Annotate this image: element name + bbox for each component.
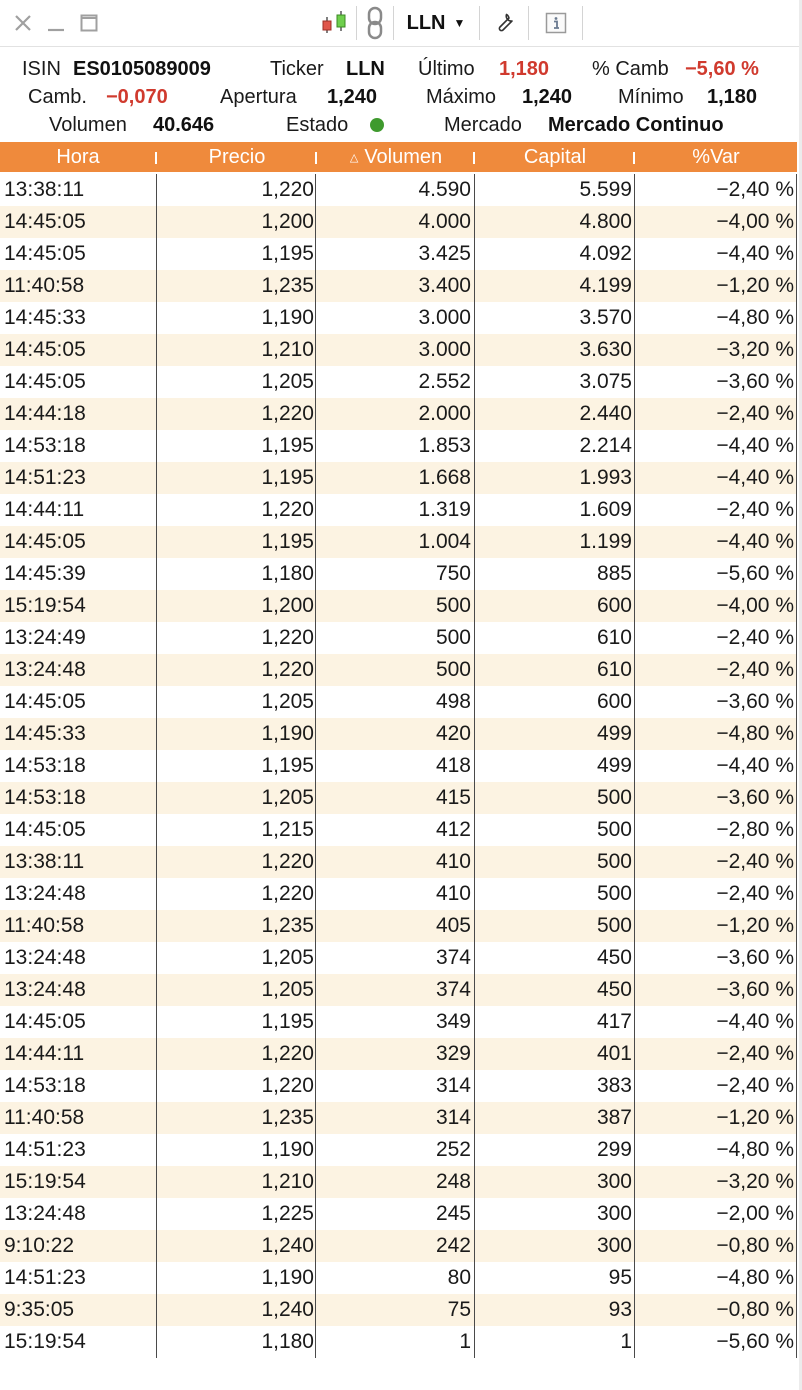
cell-hora: 14:45:05: [4, 370, 86, 393]
cell-hora: 14:45:39: [4, 562, 86, 585]
cell-capital: 299: [596, 1138, 632, 1161]
cell-capital: 499: [596, 754, 632, 777]
toolbar: [0, 0, 802, 47]
cell-capital: 500: [596, 914, 632, 937]
minimo-label: Mínimo: [618, 86, 684, 108]
cell-precio: 1,210: [261, 338, 314, 361]
table-row[interactable]: [0, 1230, 797, 1262]
table-header: [0, 142, 797, 172]
cell-volumen: 3.000: [418, 306, 471, 329]
cell-precio: 1,225: [261, 1202, 314, 1225]
mercado-label: Mercado: [444, 114, 522, 136]
cell-var: −4,80 %: [716, 1138, 794, 1161]
cell-hora: 14:45:05: [4, 210, 86, 233]
camb-value: −0,070: [106, 86, 168, 108]
table-row[interactable]: [0, 1102, 797, 1134]
cell-var: −5,60 %: [716, 1330, 794, 1353]
cell-precio: 1,220: [261, 658, 314, 681]
cell-var: −2,40 %: [716, 498, 794, 521]
table-row[interactable]: [0, 1198, 797, 1230]
table-row[interactable]: [0, 558, 797, 590]
column-divider: [634, 174, 635, 1358]
volumen-value: 40.646: [153, 114, 215, 136]
cell-volumen: 418: [435, 754, 471, 777]
cell-hora: 13:24:49: [4, 626, 86, 649]
cell-volumen: 314: [435, 1106, 471, 1129]
cell-capital: 600: [596, 690, 632, 713]
cell-var: −2,40 %: [716, 850, 794, 873]
cell-precio: 1,210: [261, 1170, 314, 1193]
cell-hora: 14:44:18: [4, 402, 86, 425]
table-row[interactable]: [0, 366, 797, 398]
cell-hora: 14:51:23: [4, 1138, 86, 1161]
info-row-2: [0, 83, 802, 111]
cell-capital: 499: [596, 722, 632, 745]
table-row[interactable]: [0, 1134, 797, 1166]
table-row[interactable]: [0, 1326, 797, 1358]
cell-var: −3,60 %: [716, 370, 794, 393]
cell-volumen: 3.425: [418, 242, 471, 265]
cell-var: −3,60 %: [716, 786, 794, 809]
cell-volumen: 498: [435, 690, 471, 713]
cell-var: −4,80 %: [716, 306, 794, 329]
table-body: [0, 174, 797, 1358]
cell-capital: 885: [596, 562, 632, 585]
table-row[interactable]: [0, 1070, 797, 1102]
isin-value: ES0105089009: [73, 58, 211, 80]
apertura-label: Apertura: [220, 86, 297, 108]
cell-precio: 1,195: [261, 242, 314, 265]
cell-capital: 93: [608, 1298, 632, 1321]
table-row[interactable]: [0, 206, 797, 238]
cell-hora: 14:45:05: [4, 818, 86, 841]
toolbar-separator: [393, 6, 394, 40]
cell-var: −4,00 %: [716, 594, 794, 617]
cell-var: −4,00 %: [716, 210, 794, 233]
cell-hora: 14:51:23: [4, 466, 86, 489]
cell-precio: 1,235: [261, 914, 314, 937]
cell-hora: 14:45:05: [4, 530, 86, 553]
cell-capital: 450: [596, 946, 632, 969]
cell-volumen: 750: [435, 562, 471, 585]
cell-precio: 1,205: [261, 786, 314, 809]
cell-volumen: 2.552: [418, 370, 471, 393]
table-row[interactable]: [0, 1166, 797, 1198]
pct-camb-label: % Camb: [592, 58, 669, 80]
column-header-volumen[interactable]: △ Volumen: [349, 146, 443, 168]
cell-capital: 401: [596, 1042, 632, 1065]
cell-hora: 11:40:58: [4, 914, 85, 937]
camb-label: Camb.: [28, 86, 87, 108]
cell-precio: 1,205: [261, 690, 314, 713]
table-row[interactable]: [0, 718, 797, 750]
cell-var: −1,20 %: [716, 1106, 794, 1129]
cell-precio: 1,220: [261, 1074, 314, 1097]
table-row[interactable]: [0, 1006, 797, 1038]
minimo-value: 1,180: [707, 86, 758, 108]
cell-var: −2,00 %: [716, 1202, 794, 1225]
table-row[interactable]: [0, 174, 797, 206]
info-row-1: [0, 55, 802, 83]
cell-volumen: 1.004: [418, 530, 471, 553]
table-row[interactable]: [0, 1294, 797, 1326]
cell-var: −3,60 %: [716, 946, 794, 969]
cell-var: −1,20 %: [716, 274, 794, 297]
cell-hora: 13:38:11: [4, 178, 85, 201]
table-row[interactable]: [0, 462, 797, 494]
cell-volumen: 1.319: [418, 498, 471, 521]
estado-indicator: [370, 118, 384, 133]
cell-hora: 14:53:18: [4, 786, 86, 809]
cell-volumen: 80: [447, 1266, 471, 1289]
sort-ascending-icon: △: [349, 151, 359, 164]
cell-hora: 9:35:05: [4, 1298, 75, 1321]
cell-hora: 14:51:23: [4, 1266, 86, 1289]
maximize-icon[interactable]: [74, 0, 104, 46]
cell-precio: 1,220: [261, 1042, 314, 1065]
cell-precio: 1,195: [261, 1010, 314, 1033]
cell-capital: 300: [596, 1234, 632, 1257]
cell-var: −2,40 %: [716, 402, 794, 425]
cell-volumen: 412: [435, 818, 471, 841]
cell-precio: 1,220: [261, 402, 314, 425]
cell-volumen: 500: [435, 594, 471, 617]
cell-capital: 2.440: [579, 402, 632, 425]
cell-capital: 387: [596, 1106, 632, 1129]
estado-label: Estado: [286, 114, 349, 136]
cell-volumen: 500: [435, 658, 471, 681]
cell-hora: 14:45:05: [4, 338, 86, 361]
cell-var: −3,60 %: [716, 690, 794, 713]
cell-var: −3,20 %: [716, 1170, 794, 1193]
minimize-icon[interactable]: [42, 0, 70, 46]
cell-capital: 450: [596, 978, 632, 1001]
cell-precio: 1,220: [261, 178, 314, 201]
cell-var: −2,40 %: [716, 658, 794, 681]
table-row[interactable]: [0, 238, 797, 270]
cell-capital: 1: [620, 1330, 632, 1353]
mercado-value: Mercado Continuo: [548, 114, 724, 136]
cell-volumen: 4.000: [418, 210, 471, 233]
cell-hora: 14:45:05: [4, 1010, 86, 1033]
cell-var: −4,40 %: [716, 530, 794, 553]
cell-var: −4,40 %: [716, 242, 794, 265]
cell-hora: 15:19:54: [4, 594, 86, 617]
cell-precio: 1,195: [261, 530, 314, 553]
cell-volumen: 248: [435, 1170, 471, 1193]
cell-precio: 1,240: [261, 1234, 314, 1257]
cell-capital: 500: [596, 818, 632, 841]
cell-capital: 600: [596, 594, 632, 617]
cell-var: −4,80 %: [716, 1266, 794, 1289]
table-row[interactable]: [0, 590, 797, 622]
cell-capital: 500: [596, 882, 632, 905]
cell-precio: 1,235: [261, 274, 314, 297]
cell-volumen: 410: [435, 882, 471, 905]
cell-volumen: 374: [435, 946, 471, 969]
cell-var: −2,40 %: [716, 1074, 794, 1097]
cell-capital: 500: [596, 786, 632, 809]
cell-hora: 15:19:54: [4, 1330, 86, 1353]
table-row[interactable]: [0, 910, 797, 942]
table-row[interactable]: [0, 1262, 797, 1294]
cell-capital: 300: [596, 1202, 632, 1225]
cell-var: −2,40 %: [716, 626, 794, 649]
table-row[interactable]: [0, 494, 797, 526]
cell-capital: 4.800: [579, 210, 632, 233]
table-row[interactable]: [0, 334, 797, 366]
cell-hora: 14:45:05: [4, 242, 86, 265]
cell-precio: 1,220: [261, 498, 314, 521]
table-row[interactable]: [0, 814, 797, 846]
cell-precio: 1,240: [261, 1298, 314, 1321]
cell-precio: 1,190: [261, 1138, 314, 1161]
cell-hora: 13:24:48: [4, 882, 86, 905]
cell-var: −1,20 %: [716, 914, 794, 937]
cell-precio: 1,205: [261, 370, 314, 393]
cell-volumen: 1.853: [418, 434, 471, 457]
cell-capital: 610: [596, 658, 632, 681]
cell-capital: 3.570: [579, 306, 632, 329]
column-header-capital[interactable]: Capital: [523, 146, 587, 168]
ultimo-label: Último: [418, 58, 475, 80]
cell-var: −4,80 %: [716, 722, 794, 745]
cell-volumen: 4.590: [418, 178, 471, 201]
cell-volumen: 349: [435, 1010, 471, 1033]
cell-capital: 4.092: [579, 242, 632, 265]
table-row[interactable]: [0, 302, 797, 334]
isin-label: ISIN: [22, 58, 61, 80]
cell-precio: 1,200: [261, 594, 314, 617]
cell-precio: 1,190: [261, 1266, 314, 1289]
maximo-value: 1,240: [522, 86, 573, 108]
toolbar-separator: [528, 6, 529, 40]
cell-var: −4,40 %: [716, 754, 794, 777]
cell-precio: 1,205: [261, 978, 314, 1001]
cell-volumen: 374: [435, 978, 471, 1001]
toolbar-separator: [582, 6, 583, 40]
cell-var: −2,40 %: [716, 178, 794, 201]
close-icon[interactable]: [8, 0, 38, 46]
column-header-precio[interactable]: Precio: [208, 146, 266, 168]
table-row[interactable]: [0, 622, 797, 654]
table-row[interactable]: [0, 430, 797, 462]
link-icon[interactable]: [360, 0, 390, 46]
cell-precio: 1,195: [261, 466, 314, 489]
cell-var: −2,40 %: [716, 1042, 794, 1065]
cell-volumen: 500: [435, 626, 471, 649]
cell-capital: 1.609: [579, 498, 632, 521]
cell-hora: 13:24:48: [4, 978, 86, 1001]
status-dot-icon: [370, 118, 384, 132]
cell-precio: 1,200: [261, 210, 314, 233]
cell-var: −2,40 %: [716, 882, 794, 905]
cell-var: −3,60 %: [716, 978, 794, 1001]
cell-var: −4,40 %: [716, 434, 794, 457]
cell-hora: 13:24:48: [4, 946, 86, 969]
toolbar-separator: [479, 6, 480, 40]
ultimo-value: 1,180: [499, 58, 550, 80]
cell-capital: 610: [596, 626, 632, 649]
column-divider: [315, 174, 316, 1358]
cell-volumen: 242: [435, 1234, 471, 1257]
cell-capital: 500: [596, 850, 632, 873]
cell-volumen: 3.000: [418, 338, 471, 361]
info-row-3: [0, 111, 802, 139]
cell-precio: 1,195: [261, 434, 314, 457]
cell-precio: 1,205: [261, 946, 314, 969]
table-row[interactable]: [0, 1038, 797, 1070]
cell-precio: 1,180: [261, 1330, 314, 1353]
column-divider: [796, 174, 797, 1358]
maximo-label: Máximo: [426, 86, 497, 108]
cell-volumen: 314: [435, 1074, 471, 1097]
toolbar-separator: [356, 6, 357, 40]
cell-hora: 14:45:33: [4, 306, 86, 329]
table-row[interactable]: [0, 526, 797, 558]
cell-hora: 14:45:05: [4, 690, 86, 713]
cell-volumen: 2.000: [418, 402, 471, 425]
cell-precio: 1,215: [261, 818, 314, 841]
cell-capital: 5.599: [579, 178, 632, 201]
cell-hora: 11:40:58: [4, 274, 85, 297]
cell-capital: 417: [596, 1010, 632, 1033]
cell-volumen: 1.668: [418, 466, 471, 489]
cell-volumen: 329: [435, 1042, 471, 1065]
cell-hora: 13:24:48: [4, 658, 86, 681]
cell-hora: 13:24:48: [4, 1202, 86, 1225]
table-row[interactable]: [0, 974, 797, 1006]
table-row[interactable]: [0, 942, 797, 974]
cell-hora: 14:45:33: [4, 722, 86, 745]
cell-var: −5,60 %: [716, 562, 794, 585]
volumen-label: Volumen: [49, 114, 127, 136]
cell-volumen: 420: [435, 722, 471, 745]
cell-precio: 1,195: [261, 754, 314, 777]
cell-capital: 1.199: [579, 530, 632, 553]
cell-capital: 383: [596, 1074, 632, 1097]
ticker-value: LLN: [346, 58, 385, 80]
wrench-icon[interactable]: [484, 0, 524, 46]
cell-hora: 14:44:11: [4, 498, 85, 521]
cell-hora: 11:40:58: [4, 1106, 85, 1129]
cell-hora: 9:10:22: [4, 1234, 75, 1257]
table-row[interactable]: [0, 654, 797, 686]
candlestick-chart-icon[interactable]: [316, 0, 352, 46]
table-row[interactable]: [0, 750, 797, 782]
table-row[interactable]: [0, 782, 797, 814]
cell-var: −0,80 %: [716, 1234, 794, 1257]
cell-precio: 1,190: [261, 722, 314, 745]
cell-var: −4,40 %: [716, 466, 794, 489]
cell-var: −4,40 %: [716, 1010, 794, 1033]
cell-hora: 14:44:11: [4, 1042, 85, 1065]
cell-hora: 14:53:18: [4, 754, 86, 777]
table-row[interactable]: [0, 846, 797, 878]
cell-capital: 2.214: [579, 434, 632, 457]
symbol-selector[interactable]: [396, 0, 476, 46]
cell-var: −3,20 %: [716, 338, 794, 361]
cell-hora: 14:53:18: [4, 1074, 86, 1097]
cell-capital: 95: [608, 1266, 632, 1289]
cell-precio: 1,220: [261, 626, 314, 649]
ticker-label: Ticker: [270, 58, 324, 80]
cell-precio: 1,220: [261, 882, 314, 905]
apertura-value: 1,240: [327, 86, 378, 108]
cell-precio: 1,235: [261, 1106, 314, 1129]
cell-volumen: 3.400: [418, 274, 471, 297]
table-row[interactable]: [0, 398, 797, 430]
cell-volumen: 252: [435, 1138, 471, 1161]
column-header-hora[interactable]: Hora: [56, 146, 100, 168]
cell-capital: 300: [596, 1170, 632, 1193]
cell-capital: 1.993: [579, 466, 632, 489]
caret-down-icon: ▼: [453, 16, 466, 30]
cell-volumen: 245: [435, 1202, 471, 1225]
table-row[interactable]: [0, 878, 797, 910]
pct-camb-value: −5,60 %: [685, 58, 759, 80]
cell-var: −2,80 %: [716, 818, 794, 841]
cell-precio: 1,180: [261, 562, 314, 585]
table-row[interactable]: [0, 270, 797, 302]
cell-capital: 4.199: [579, 274, 632, 297]
column-header-var[interactable]: %Var: [692, 146, 740, 168]
cell-var: −0,80 %: [716, 1298, 794, 1321]
cell-precio: 1,190: [261, 306, 314, 329]
cell-volumen: 405: [435, 914, 471, 937]
info-icon[interactable]: [534, 0, 578, 46]
cell-hora: 14:53:18: [4, 434, 86, 457]
column-divider: [156, 174, 157, 1358]
cell-volumen: 415: [435, 786, 471, 809]
cell-hora: 13:38:11: [4, 850, 85, 873]
cell-volumen: 1: [459, 1330, 471, 1353]
table-row[interactable]: [0, 686, 797, 718]
column-divider: [474, 174, 475, 1358]
cell-capital: 3.075: [579, 370, 632, 393]
cell-capital: 3.630: [579, 338, 632, 361]
symbol-label: LLN: [406, 11, 446, 34]
cell-volumen: 410: [435, 850, 471, 873]
cell-hora: 15:19:54: [4, 1170, 86, 1193]
cell-volumen: 75: [447, 1298, 471, 1321]
cell-precio: 1,220: [261, 850, 314, 873]
